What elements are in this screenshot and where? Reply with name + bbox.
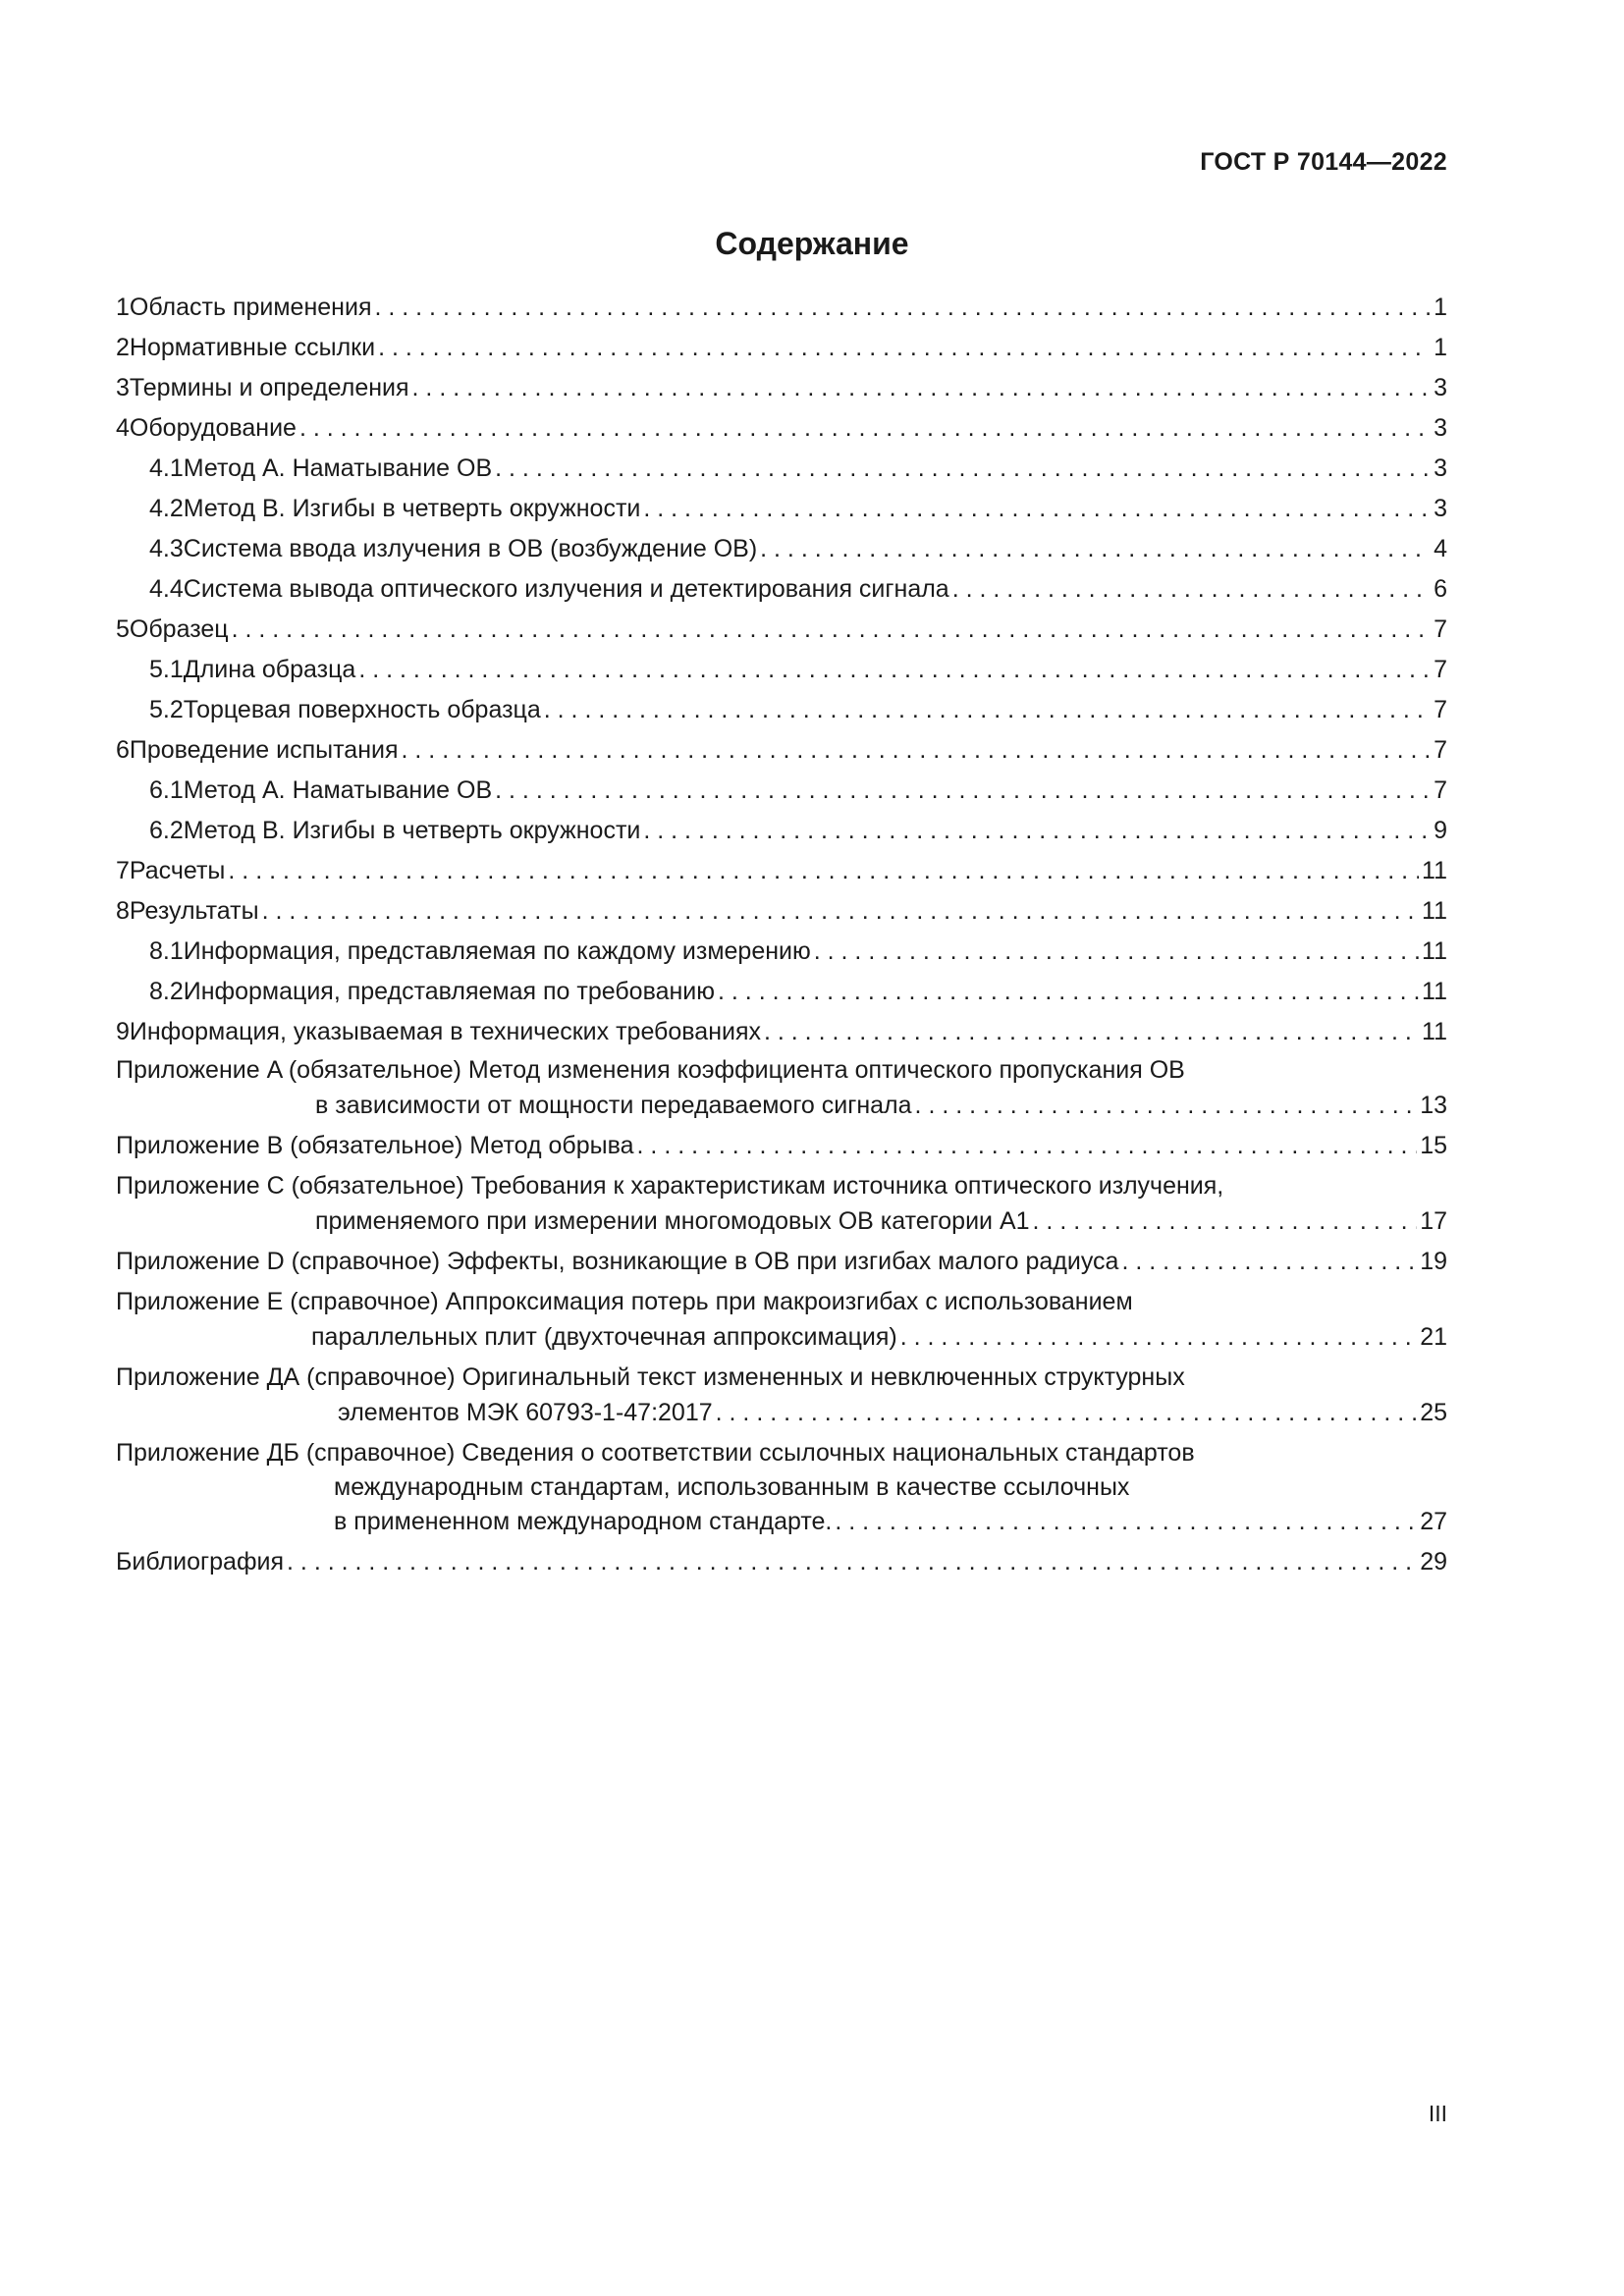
toc-entry-page: 11 [1422,937,1447,965]
toc-entry-label: Информация, представляемая по каждому измерению [183,937,811,965]
toc-entry-label: Результаты [129,897,259,925]
toc-entry-number: 4.1 [149,454,184,482]
toc-entry-page: 1 [1434,334,1447,361]
toc-entry[interactable] [116,650,1447,690]
toc-entry-label: Метод B. Изгибы в четверть окружности [183,495,641,522]
toc-entry-page: 21 [1420,1323,1447,1351]
dot-leader [764,1012,1419,1052]
toc-entry-label: Система вывода оптического излучения и детектирования сигнала [183,575,949,603]
appendix-heading: Приложение ДБ (справочное) Сведения о соответствии ссылочных национальных стандартов [116,1439,1195,1467]
toc-entry-number: 6.2 [149,817,184,844]
appendix-heading: Приложение ДА (справочное) Оригинальный текст измененных и невключенных структурных [116,1363,1185,1391]
toc-entry-page: 3 [1434,495,1447,522]
toc-entry-number: 4.4 [149,575,184,603]
dot-leader [287,1544,1417,1579]
toc-entry[interactable] [116,972,1447,1012]
toc-entry[interactable] [116,811,1447,851]
dot-leader [716,1395,1418,1430]
appendix-last-line: параллельных плит (двухточечная аппроксимация) [311,1323,897,1351]
page-number: III [1428,2101,1447,2126]
dot-leader [643,811,1431,851]
toc-entry-page: 17 [1420,1207,1447,1235]
toc-entry-page: 7 [1434,736,1447,764]
toc-entry-page: 7 [1434,696,1447,723]
toc-entry-page: 1 [1434,294,1447,321]
toc-entry[interactable] [116,288,1447,328]
toc-entry[interactable] [116,368,1447,408]
dot-leader [495,771,1431,811]
dot-leader [1033,1203,1418,1239]
toc-entry[interactable] [116,328,1447,368]
toc-entry-number: 4.2 [149,495,184,522]
dot-leader [495,449,1431,489]
toc-appendix-entry[interactable] [116,1284,1447,1355]
dot-leader [412,368,1432,408]
toc-entry-page: 11 [1422,897,1447,925]
dot-leader [374,288,1431,328]
toc-entry-page: 3 [1434,414,1447,442]
toc-appendix-entry[interactable] [116,1544,1447,1579]
toc-entry-page: 27 [1420,1508,1447,1535]
appendix-heading: Приложение A (обязательное) Метод изменения коэффициента оптического пропускания ОВ [116,1056,1185,1084]
toc-entry-label: Длина образца [183,656,356,683]
toc-appendix-entry[interactable] [116,1435,1447,1539]
toc-entry[interactable] [116,569,1447,610]
dot-leader [952,569,1431,610]
toc-entry-number: 8 [116,897,130,925]
toc-appendix-entry[interactable] [116,1360,1447,1430]
toc-entry[interactable] [116,771,1447,811]
toc-entry-page: 13 [1420,1092,1447,1119]
dot-leader [402,730,1432,771]
toc-entry-number: 7 [116,857,130,884]
page-title: Содержание [715,226,909,261]
dot-leader [814,932,1419,972]
toc-entry[interactable] [116,449,1447,489]
dot-leader [228,851,1419,891]
toc-entry[interactable] [116,851,1447,891]
toc-entry-page: 3 [1434,454,1447,482]
toc-entry-page: 7 [1434,615,1447,643]
toc-entry-label: Термины и определения [129,374,409,401]
appendix-heading: Приложение E (справочное) Аппроксимация потерь при макроизгибах с использованием [116,1288,1133,1315]
toc-entry-number: 3 [116,374,130,401]
dot-leader [637,1128,1418,1163]
dot-leader [1121,1244,1417,1279]
toc-entry[interactable] [116,610,1447,650]
toc-entry-label: Метод A. Наматывание ОВ [183,776,493,804]
dot-leader [835,1504,1417,1539]
toc-entry-number: 4 [116,414,130,442]
document-code: ГОСТ Р 70144—2022 [1200,148,1447,176]
dot-leader [262,891,1419,932]
dot-leader [544,690,1431,730]
toc-appendix-entry[interactable] [116,1128,1447,1163]
dot-leader [718,972,1419,1012]
toc-entry-number: 4.3 [149,535,184,562]
toc-entry-page: 3 [1434,374,1447,401]
toc-entry-label: Проведение испытания [129,736,399,764]
toc-entry-number: 8.1 [149,937,184,965]
toc-entry[interactable] [116,529,1447,569]
dot-leader [358,650,1431,690]
toc-entry[interactable] [116,1012,1447,1052]
toc-appendix-entry[interactable] [116,1168,1447,1239]
toc-entry-page: 15 [1420,1132,1447,1159]
toc-entry-number: 1 [116,294,130,321]
toc-entry-label: Нормативные ссылки [129,334,376,361]
dot-leader [915,1088,1418,1123]
toc-entry-number: 8.2 [149,978,184,1005]
toc-entry[interactable] [116,932,1447,972]
toc-entry-page: 19 [1420,1248,1447,1275]
appendix-continuation: международным стандартам, использованным в качестве ссылочных [334,1473,1130,1501]
toc-entry[interactable] [116,891,1447,932]
toc-entry-label: Оборудование [129,414,297,442]
toc-entry[interactable] [116,408,1447,449]
toc-entry-label: Метод B. Изгибы в четверть окружности [183,817,641,844]
toc-entry-label: Информация, указываемая в технических требованиях [129,1018,761,1045]
dot-leader [643,489,1431,529]
toc-entry-number: 5.1 [149,656,184,683]
appendix-last-line: элементов МЭК 60793-1-47:2017 [338,1399,713,1426]
toc-entry[interactable] [116,489,1447,529]
toc-entry-number: 2 [116,334,130,361]
dot-leader [299,408,1431,449]
toc-entry-number: 6 [116,736,130,764]
toc-entry-page: 9 [1434,817,1447,844]
toc-entry-label: Система ввода излучения в ОВ (возбуждение ОВ) [183,535,758,562]
toc-entry-label: Образец [129,615,229,643]
toc-entry-page: 7 [1434,776,1447,804]
toc-entry-page: 25 [1420,1399,1447,1426]
dot-leader [760,529,1431,569]
appendix-last-line: Приложение B (обязательное) Метод обрыва [116,1132,634,1159]
toc-entry-number: 6.1 [149,776,184,804]
toc-entry-label: Область применения [129,294,372,321]
toc-entry[interactable] [116,730,1447,771]
toc-entry-number: 5.2 [149,696,184,723]
toc-entry-page: 6 [1434,575,1447,603]
toc-entry-label: Информация, представляемая по требованию [183,978,716,1005]
toc-entry-label: Торцевая поверхность образца [183,696,541,723]
appendix-last-line: Приложение D (справочное) Эффекты, возникающие в ОВ при изгибах малого радиуса [116,1248,1119,1275]
toc-entry-label: Расчеты [129,857,226,884]
dot-leader [900,1319,1417,1355]
toc-appendix-entry[interactable] [116,1052,1447,1123]
toc-entry-page: 11 [1422,857,1447,884]
toc-entry-number: 9 [116,1018,130,1045]
toc-entry-number: 5 [116,615,130,643]
toc-appendix-entry[interactable] [116,1244,1447,1279]
toc-entry-label: Метод A. Наматывание ОВ [183,454,493,482]
toc-entry[interactable] [116,690,1447,730]
dot-leader [232,610,1431,650]
toc-entry-page: 7 [1434,656,1447,683]
appendix-last-line: в примененном международном стандарте. [334,1508,833,1535]
toc-entry-page: 11 [1422,978,1447,1005]
table-of-contents [116,288,1447,1584]
dot-leader [378,328,1431,368]
toc-entry-page: 11 [1422,1018,1447,1045]
appendix-last-line: Библиография [116,1548,285,1575]
appendix-heading: Приложение C (обязательное) Требования к характеристикам источника оптического излучения, [116,1172,1224,1200]
appendix-last-line: применяемого при измерении многомодовых ОВ категории A1 [315,1207,1030,1235]
toc-entry-page: 29 [1420,1548,1447,1575]
appendix-last-line: в зависимости от мощности передаваемого сигнала [315,1092,912,1119]
toc-entry-page: 4 [1434,535,1447,562]
